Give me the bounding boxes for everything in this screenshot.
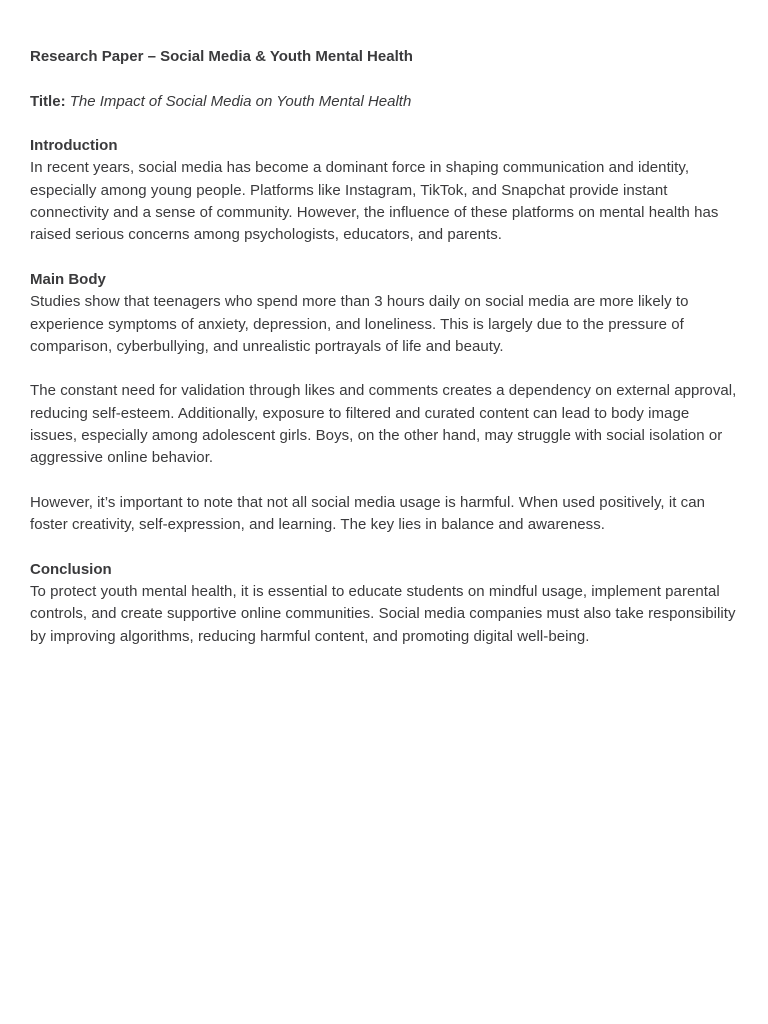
main-body-paragraph-3: However, it’s important to note that not all social media usage is harmful. When used positively, it can foster creativity, self-expression, and learning. The key lies in balance and awareness. [30,493,705,534]
main-body-heading: Main Body [30,270,106,288]
main-body-paragraph-2: The constant need for validation through likes and comments creates a dependency on external approval, reducing self-esteem. Additionally, exposure to filtered and curated content can lead to body image issues, especially among adolescent girls. Boys, on the other hand, may struggle with social isolation or aggressive online behavior. [30,382,737,467]
introduction-heading: Introduction [30,137,118,155]
conclusion-paragraph: To protect youth mental health, it is essential to educate students on mindful usage, implement parental controls, and create supportive online communities. Social media companies must also take responsibility by improving algorithms, reducing harmful content, and promoting digital well-being. [30,583,736,645]
conclusion-heading: Conclusion [30,560,112,578]
document-heading: Research Paper – Social Media & Youth Mental Health [30,48,413,65]
title-line [30,91,740,113]
main-body-paragraph-1: Studies show that teenagers who spend more than 3 hours daily on social media are more likely to experience symptoms of anxiety, depression, and loneliness. This is largely due to the pressure of comparison, cyberbullying, and unrealistic portrayals of life and beauty. [30,293,689,355]
title-label: Title: [30,92,66,110]
introduction-section [30,135,740,246]
introduction-paragraph: In recent years, social media has become a dominant force in shaping communication and identity, especially among young people. Platforms like Instagram, TikTok, and Snapchat provide instant connectivity and a sense of community. However, the influence of these platforms on mental health has raised serious concerns among psychologists, educators, and parents. [30,159,719,244]
main-body-section [30,269,740,537]
conclusion-section [30,559,740,648]
title-text: The Impact of Social Media on Youth Mental Health [69,92,412,110]
